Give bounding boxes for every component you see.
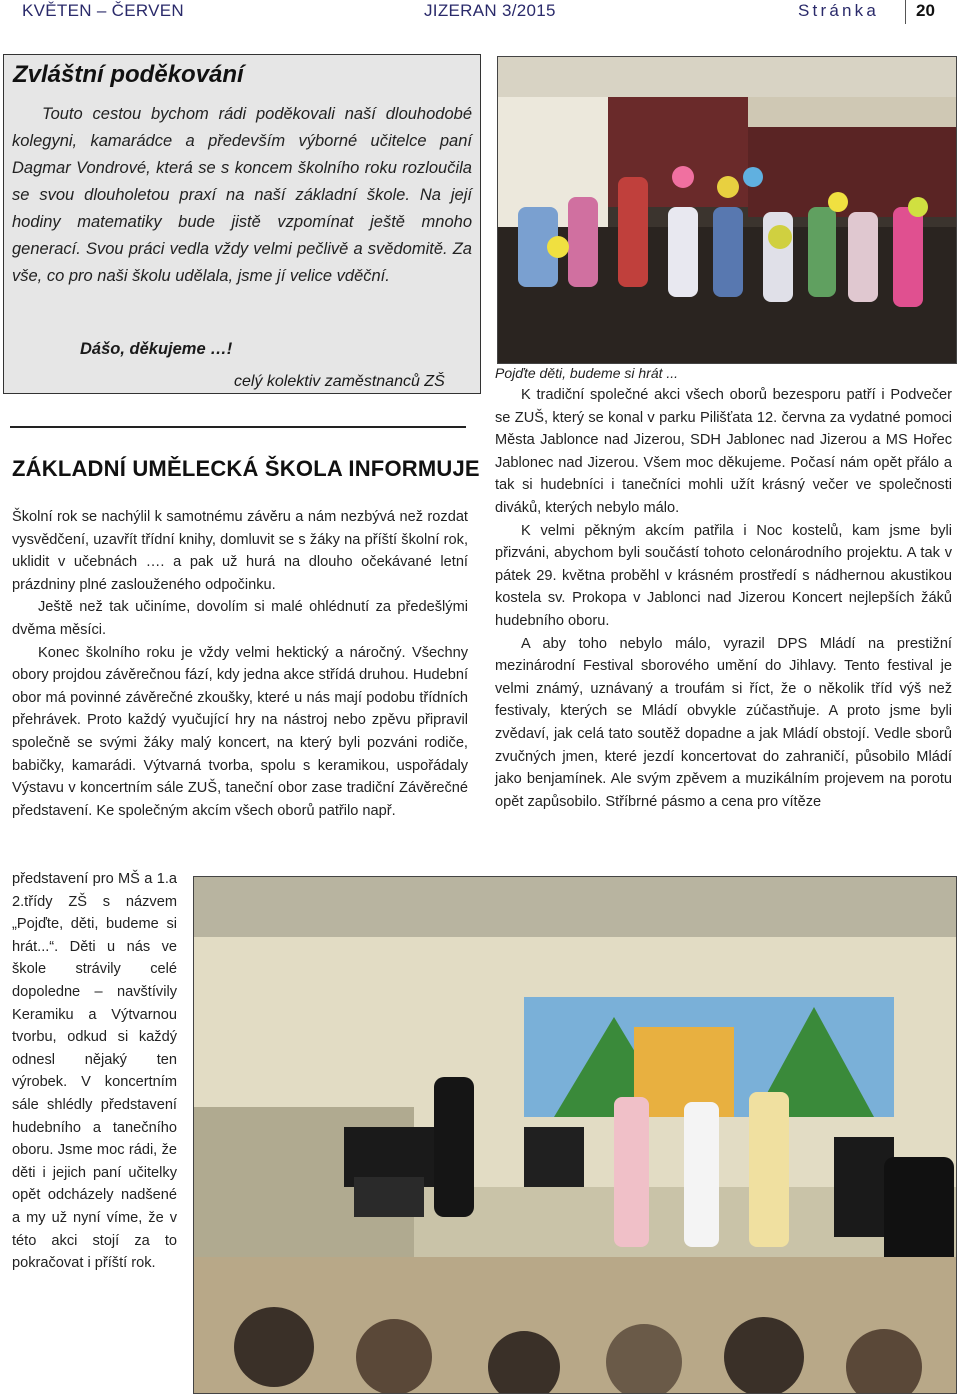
- left-paragraph: Konec školního roku je vždy velmi hektický a náročný. Všechny obory projdou závěrečnou fází, kdy jedna akce střídá druhou. Hudební obor má povinné závěrečné zkoušky, které u nás mají podobu třídních přehrávek. Proto každý vyučující hry na nástroj nebo zpěvu připravil společně se svými žáky malý koncert, na který byli pozváni rodiče, babičky, kamarádi. Výtvarná tvorba, spolu s keramikou, uspořádaly Výstavu v koncertním sále ZUŠ, taneční obor zase tradiční Závěrečné představení. Ke společným akcím všech oborů patřilo např.: [12, 644, 468, 819]
- left-paragraph: Ještě než tak učiníme, dovolím si malé ohlédnutí za předešlými dvěma měsíci.: [12, 599, 468, 638]
- right-paragraph: A aby toho nebylo málo, vyrazil DPS Mládí na prestižní mezinárodní Festival sborového umění do Jihlavy. Tento festival je velmi známý, uznávaný a troufám si říct, že o několik tříd výš než festivaly, kterých se Mládí obvykle zúčastňuje. A proto jsme byli zvědaví, jak celá tato soutěž dopadne a jak Mládí obstojí. Vedle sborů zvučných jmen, které jezdí koncertovat do zahraničí, působilo Mládí jako benjamínek. Ale svým zpěvem a muzikálním projevem na porotu opět zapůsobilo. Stříbrné pásmo a cena pro vítěze: [495, 635, 952, 810]
- left-column-text: [12, 506, 468, 822]
- zus-section-title: ZÁKLADNÍ UMĚLECKÁ ŠKOLA INFORMUJE: [12, 456, 480, 481]
- right-column-text: [495, 384, 952, 813]
- right-paragraph: K tradiční společné akci všech oborů bezesporu patří i Podvečer se ZUŠ, který se konal v parku Pilišťata 12. června za vydatné pomoci Města Jablonce nad Jizerou, SDH Jablonec nad Jizerou a MS Hořec Jablonec nad Jizerou. Všem moc děkujeme. Počasí nám opět přálo a tak si hudebníci i tanečníci mohli užít krásný večer ve společnosti diváků, kterých nebylo málo.: [495, 387, 952, 516]
- photo-stage-performance: [193, 876, 957, 1394]
- page-header: [0, 0, 960, 26]
- page-label: Stránka: [798, 1, 879, 20]
- thanks-body: Touto cestou bychom rádi poděkovali naší dlouhodobé kolegyni, kamarádce a především výborné učitelce paní Dagmar Vondrové, která se s koncem školního roku rozloučila se svou dlouholetou praxí na naší základní škole. Na její hodiny matematiky bude jistě vzpomínat ještě mnoho generací. Svou práci vedla vždy velmi pečlivě a svědomitě. Za vše, co pro naši školu udělala, jsme jí velice vděční.: [12, 105, 472, 285]
- narrow-paragraph: představení pro MŠ a 1.a 2.třídy ZŠ s názvem „Pojďte, děti, budeme si hrát...“. Děti u nás ve škole strávily celé dopoledne – navštívily Keramiku a Výtvarnou tvorbu, odkud si každý odnesl nějaký ten výrobek. V koncertním sále shlédly představení hudebního a tanečního oboru. Jsme moc rádi, že děti i jejich paní učitelky opět odcházely nadšené a my už nyní víme, že v této akci stojí za to pokračovat i příští rok.: [12, 871, 177, 1272]
- section-divider: [10, 426, 466, 428]
- header-divider: [905, 0, 906, 24]
- left-paragraph: Školní rok se nachýlil k samotnému závěru a nám nezbývá než rozdat vysvědčení, uzavřít třídní knihy, domluvit se s žáky na příští školní rok, uklidit v učebnách …. a pak už hurá na dlouho očekávané letní prázdniny plné zaslouženého odpočinku.: [12, 509, 468, 593]
- special-thanks-box: [3, 54, 481, 394]
- right-paragraph: K velmi pěkným akcím patřila i Noc kostelů, kam jsme byli přizváni, abychom byli součástí tohoto celonárodního projektu. A tak v pátek 29. května proběhl v krásném prostředí s nádhernou akustikou kostela sv. Prokopa v Jablonci nad Jizerou Koncert nejlepších žáků hudebního oboru.: [495, 522, 952, 629]
- issue-period: KVĚTEN – ČERVEN: [22, 1, 184, 20]
- photo-caption: Pojďte děti, budeme si hrát ...: [495, 365, 679, 381]
- page-number: 20: [916, 1, 935, 20]
- photo-children-dancing: [497, 56, 957, 364]
- thanks-signature: celý kolektiv zaměstnanců ZŠ: [234, 373, 445, 390]
- publication-title: JIZERAN 3/2015: [424, 1, 556, 20]
- thanks-closing: Dášo, děkujeme …!: [80, 340, 233, 358]
- thanks-title: Zvláštní poděkování: [13, 61, 244, 88]
